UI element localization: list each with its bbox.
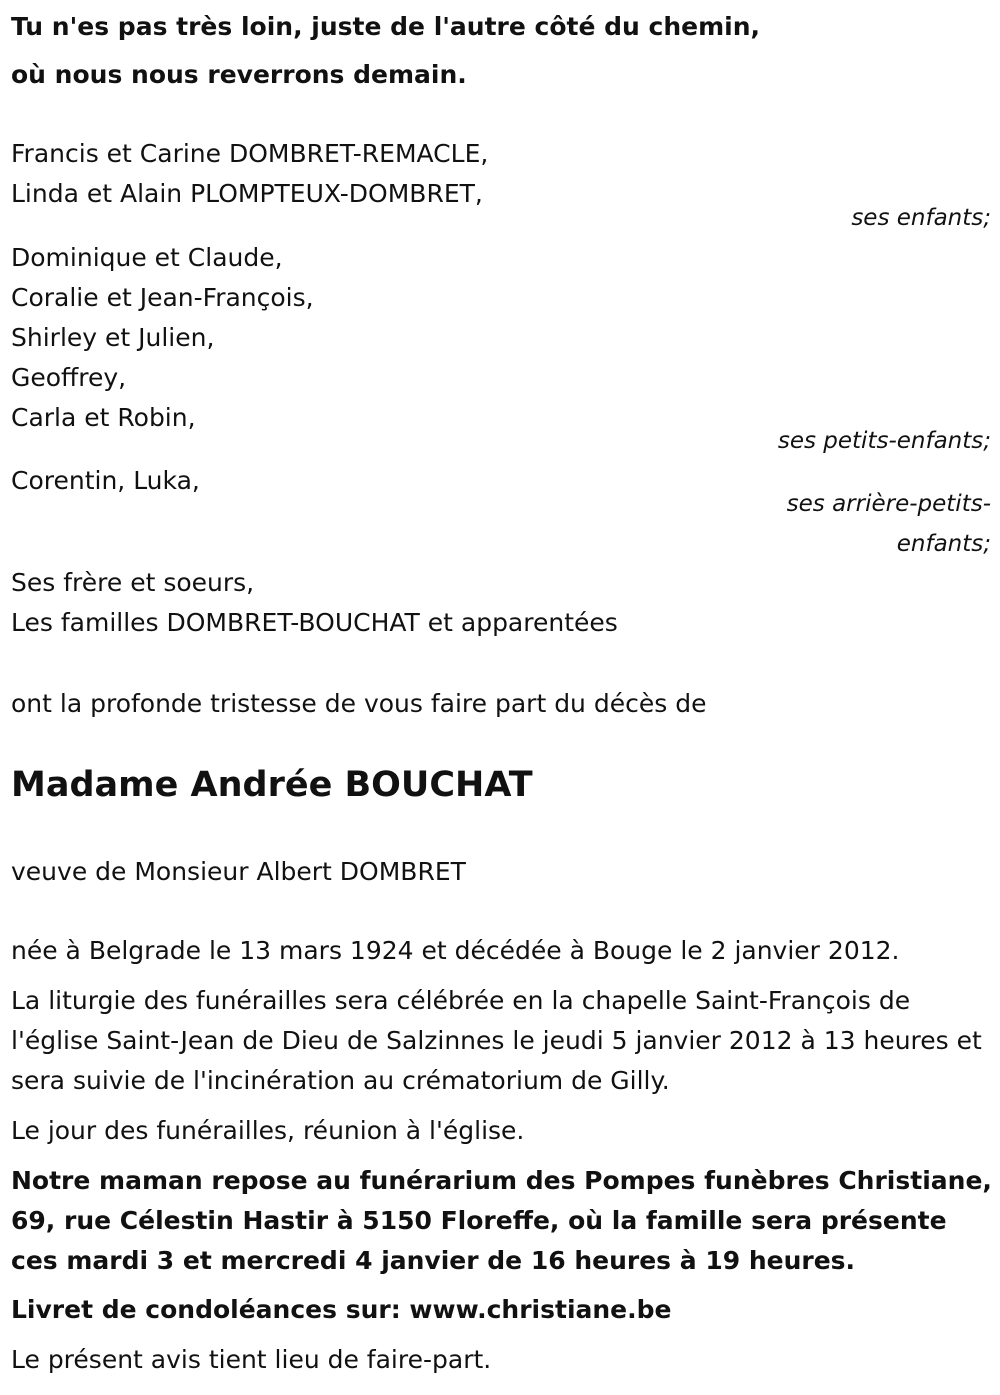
grandchild-name-1: Dominique et Claude, — [11, 243, 283, 272]
announcement-line: ont la profonde tristesse de vous faire part du décès de — [11, 689, 707, 718]
liturgy-paragraph: La liturgie des funérailles sera célébrée en la chapelle Saint-François de l'église Saint-Jean de Dieu de Salzinnes le jeudi 5 janvier 2012 à 13 heures et sera suivie de l'incinération au crématorium de Gilly. — [11, 986, 982, 1095]
deceased-name: Madame Andrée BOUCHAT — [11, 765, 533, 805]
poem-line-2: où nous nous reverrons demain. — [11, 60, 467, 89]
church-meeting-line: Le jour des funérailles, réunion à l'église. — [11, 1116, 525, 1145]
poem-line-1: Tu n'es pas très loin, juste de l'autre côté du chemin, — [11, 12, 761, 41]
children-name-1: Francis et Carine DOMBRET-REMACLE, — [11, 139, 489, 168]
children-name-2: Linda et Alain PLOMPTEUX-DOMBRET, — [11, 179, 483, 208]
repose-paragraph: Notre maman repose au funérarium des Pompes funèbres Christiane, 69, rue Célestin Hastir à 5150 Floreffe, où la famille sera présente ces mardi 3 et mercredi 4 janvier de 16 heures à 19 heures. — [11, 1166, 992, 1275]
siblings-line: Ses frère et soeurs, — [11, 568, 255, 597]
great-grandchildren-relation-line-2: enfants; — [896, 531, 991, 557]
great-grandchild-names: Corentin, Luka, — [11, 466, 200, 495]
great-grandchildren-relation-line-1: ses arrière-petits- — [786, 491, 991, 517]
grandchild-name-5: Carla et Robin, — [11, 403, 196, 432]
widow-line: veuve de Monsieur Albert DOMBRET — [11, 857, 466, 886]
grandchild-name-3: Shirley et Julien, — [11, 323, 215, 352]
notice-line: Le présent avis tient lieu de faire-part. — [11, 1345, 492, 1374]
condolences-line: Livret de condoléances sur: www.christiane.be — [11, 1295, 672, 1324]
grandchildren-relation: ses petits-enfants; — [777, 428, 991, 454]
grandchild-name-2: Coralie et Jean-François, — [11, 283, 314, 312]
children-relation: ses enfants; — [851, 205, 991, 231]
birth-death-dates: née à Belgrade le 13 mars 1924 et décédée à Bouge le 2 janvier 2012. — [11, 936, 900, 965]
grandchild-name-4: Geoffrey, — [11, 363, 127, 392]
families-line: Les familles DOMBRET-BOUCHAT et apparentées — [11, 608, 618, 637]
